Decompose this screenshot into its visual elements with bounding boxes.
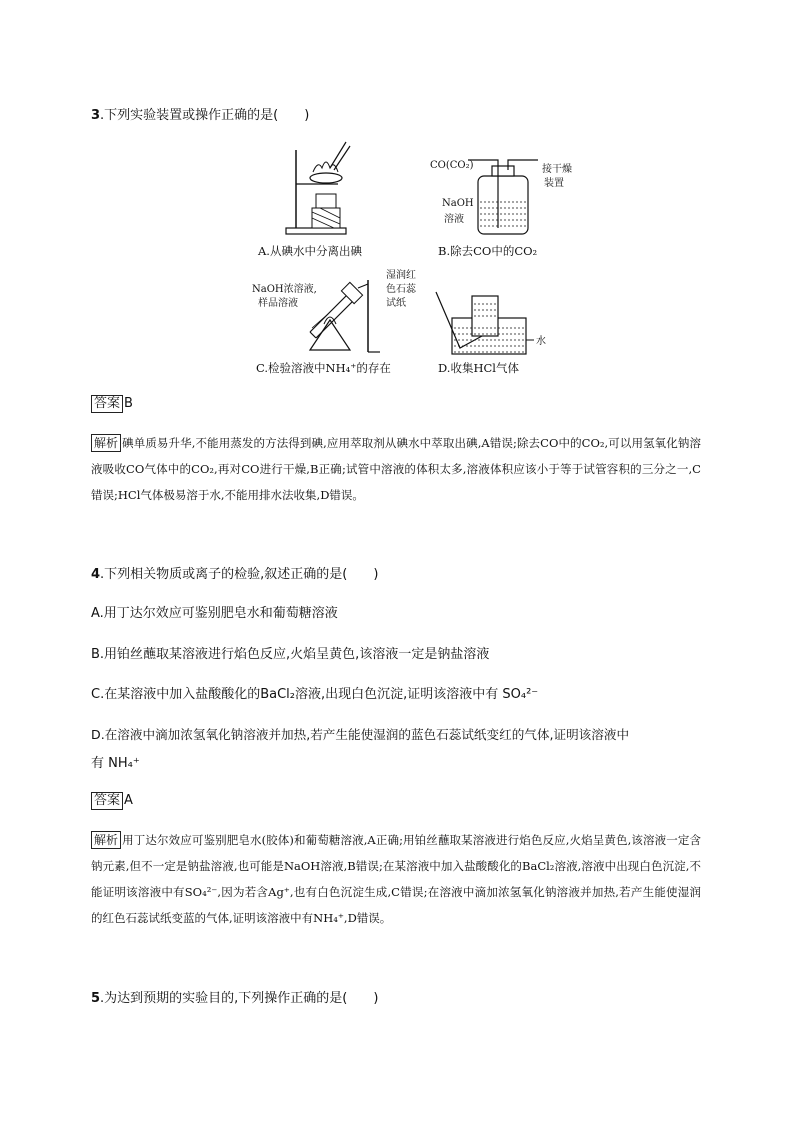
figure-b-naoh-label-1: NaOH <box>442 198 474 209</box>
q4-stem-text: .下列相关物质或离子的检验,叙述正确的是( ) <box>100 567 379 582</box>
figure-c-right-label-2: 色石蕊 <box>386 284 416 295</box>
figure-d-drawing <box>430 288 540 358</box>
figure-c-left-label-1: NaOH浓溶液, <box>252 284 317 295</box>
figure-c-caption: C.检验溶液中NH₄⁺的存在 <box>256 361 391 375</box>
q3-stem-text: .下列实验装置或操作正确的是( ) <box>100 108 310 123</box>
figure-d <box>430 288 560 358</box>
q4-option-c: C.在某溶液中加入盐酸酸化的BaCl₂溶液,出现白色沉淀,证明该溶液中有 SO₄²⁻ <box>91 687 539 702</box>
q3-stem <box>91 104 309 123</box>
q3-explain-tag: 解析 <box>91 434 121 452</box>
q4-option-d-line2: 有 NH₄⁺ <box>91 756 140 771</box>
figure-b-drawing <box>468 150 598 240</box>
figure-b-out-label-2: 装置 <box>544 178 564 189</box>
figure-c-right-label-1: 湿润红 <box>386 270 416 281</box>
q3-explanation <box>91 430 701 508</box>
q4-answer <box>91 792 133 810</box>
figure-b-caption: B.除去CO中的CO₂ <box>438 244 538 258</box>
q4-explain-text: 用丁达尔效应可鉴别肥皂水(胶体)和葡萄糖溶液,A正确;用铂丝蘸取某溶液进行焰色反应,火焰呈黄色,该溶液一定含钠元素,但不一定是钠盐溶液,也可能是NaOH溶液,B错误;在某溶液中加入盐酸酸化的BaCl₂溶液,溶液中出现白色沉淀,不能证明该溶液中有SO₄²⁻,因为若含Ag⁺,也有白色沉淀生成,C错误;在溶液中滴加浓氢氧化钠溶液并加热,若产生能使湿润的红色石蕊试纸变蓝的气体,证明该溶液中有NH₄⁺,D错误。 <box>91 833 701 925</box>
figure-d-water-label: 水 <box>536 336 546 347</box>
figure-c-left-label-2: 样品溶液 <box>258 298 298 309</box>
figure-a-drawing <box>258 140 388 240</box>
q4-option-a: A.用丁达尔效应可鉴别肥皂水和葡萄糖溶液 <box>91 606 338 621</box>
q4-number: 4 <box>91 567 101 582</box>
figure-a-caption: A.从碘水中分离出碘 <box>258 244 362 258</box>
figure-b-gas-label: CO(CO₂) <box>430 160 474 171</box>
q4-explanation <box>91 827 701 931</box>
q4-option-d-line1: D.在溶液中滴加浓氢氧化钠溶液并加热,若产生能使湿润的蓝色石蕊试纸变红的气体,证明该溶液中 <box>91 727 630 742</box>
figure-b-out-label-1: 接干燥 <box>542 164 572 175</box>
q4-answer-value: A <box>124 793 133 808</box>
figure-a <box>258 140 388 260</box>
q4-explain-tag: 解析 <box>91 831 121 849</box>
q3-answer-value: B <box>124 396 133 411</box>
q4-answer-tag: 答案 <box>91 792 123 810</box>
q5-number: 5 <box>91 991 101 1006</box>
q3-answer-tag: 答案 <box>91 395 123 413</box>
figure-c-right-label-3: 试纸 <box>386 298 406 309</box>
q5-stem <box>91 987 378 1006</box>
q3-number: 3 <box>91 108 101 123</box>
q3-answer <box>91 395 133 413</box>
figure-b <box>428 150 588 245</box>
figure-d-caption: D.收集HCl气体 <box>438 361 519 375</box>
q4-stem <box>91 563 378 582</box>
q5-stem-text: .为达到预期的实验目的,下列操作正确的是( ) <box>100 991 379 1006</box>
figure-c <box>250 262 420 357</box>
figure-b-naoh-label-2: 溶液 <box>444 214 464 225</box>
q3-explain-text: 碘单质易升华,不能用蒸发的方法得到碘,应用萃取剂从碘水中萃取出碘,A错误;除去CO中的CO₂,可以用氢氧化钠溶液吸收CO气体中的CO₂,再对CO进行干燥,B正确;试管中溶液的体积太多,溶液体积应该小于等于试管容积的三分之一,C错误;HCl气体极易溶于水,不能用排水法收集,D错误。 <box>91 436 701 502</box>
q4-option-b: B.用铂丝蘸取某溶液进行焰色反应,火焰呈黄色,该溶液一定是钠盐溶液 <box>91 647 490 662</box>
